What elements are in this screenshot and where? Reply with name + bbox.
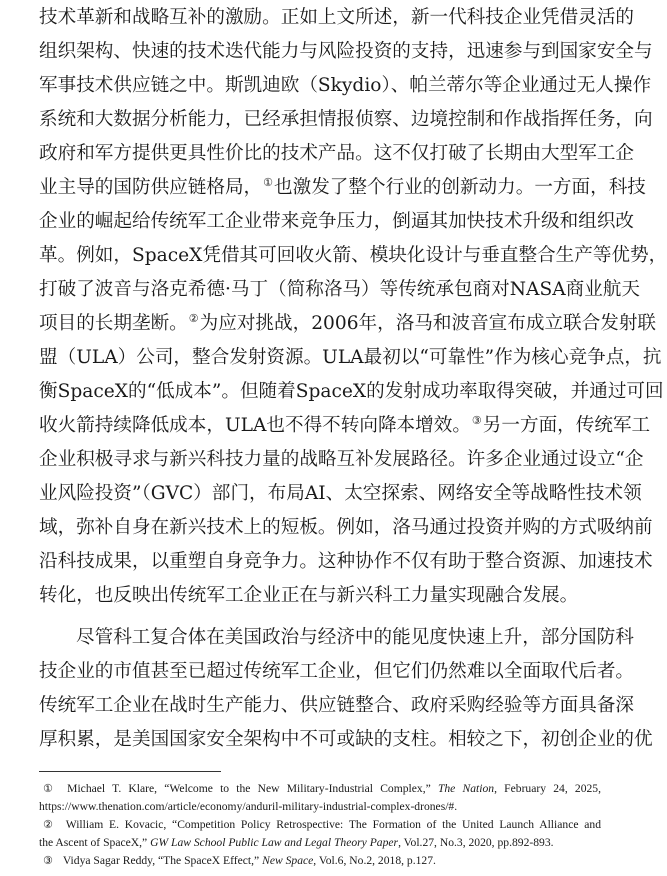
footnote-text: Vidya Sagar Reddy, “The SpaceX Effect,”	[62, 854, 263, 867]
body-line: 域，弥补自身在新兴技术上的短板。例如，洛马通过投资并购的方式吸纳前	[39, 517, 653, 538]
body-line: 业风险投资”（GVC）部门，布局AI、太空探索、网络安全等战略性技术领	[39, 483, 642, 504]
footnote-2	[39, 816, 601, 834]
footnote-text: , Vol.27, No.3, 2020, pp.892-893.	[398, 836, 554, 849]
body-line: 技企业的市值甚至已超过传统军工企业，但它们仍然难以全面取代后者。	[39, 661, 635, 682]
body-line: 系统和大数据分析能力，已经承担情报侦察、边境控制和作战指挥任务，向	[39, 109, 653, 130]
body-line: 衡SpaceX的“低成本”。但随着SpaceX的发射成功率取得突破，并通过可回	[39, 381, 664, 402]
body-line: 军事技术供应链之中。斯凯迪欧（Skydio）、帕兰蒂尔等企业通过无人操作	[39, 75, 652, 96]
body-text: 业主导的国防供应链格局，	[39, 177, 263, 198]
footnote-source: New Space	[262, 854, 314, 867]
body-line: 技术革新和战略互补的激励。正如上文所述，新一代科技企业凭借灵活的	[39, 7, 635, 28]
footnote-ref-1[interactable]: ①	[263, 176, 274, 189]
body-line: 尽管科工复合体在美国政治与经济中的能见度快速上升，部分国防科	[76, 627, 634, 648]
body-line: 革。例如，SpaceX凭借其可回收火箭、模块化设计与垂直整合生产等优势，	[39, 245, 667, 266]
body-line: 厚积累，是美国国家安全架构中不可或缺的支柱。相较之下，初创企业的优	[39, 729, 653, 750]
footnote-text: the Ascent of SpaceX,”	[39, 836, 151, 849]
body-line: 企业积极寻求与新兴科技力量的战略互补发展路径。许多企业通过设立“企	[39, 449, 644, 470]
footnote-1-url[interactable]: https://www.thenation.com/article/economy/anduril-military-industrial-complex-drones/#.	[39, 800, 458, 813]
body-text: 项目的长期垄断。	[39, 313, 188, 334]
footnote-2-cont	[39, 834, 601, 852]
footnote-text: William E. Kovacic, “Competition Policy Retrospective: The Formation of the United Launch Alliance and	[65, 818, 601, 831]
body-line: 企业的崛起给传统军工企业带来竞争压力，倒逼其加快技术升级和组织改	[39, 211, 635, 232]
footnote-ref-2[interactable]: ②	[188, 312, 199, 325]
body-text: 收火箭持续降低成本，ULA也不得不转向降本增效。	[39, 415, 471, 436]
body-line: 打破了波音与洛克希德·马丁（简称洛马）等传统承包商对NASA商业航天	[39, 279, 640, 300]
footnote-text: , February 24, 2025,	[494, 782, 601, 795]
footnote-divider	[39, 771, 221, 772]
footnote-number: ②	[43, 818, 56, 831]
footnote-text: Michael T. Klare, “Welcome to the New Military-Industrial Complex,”	[67, 782, 438, 795]
footnote-number: ①	[43, 782, 58, 795]
body-line: 盟（ULA）公司，整合发射资源。ULA最初以“可靠性”作为核心竞争点，抗	[39, 347, 662, 368]
footnote-source: GW Law School Public Law and Legal Theory Paper	[150, 836, 399, 849]
footnote-3	[39, 852, 601, 870]
body-line	[39, 171, 646, 205]
body-line	[39, 307, 657, 341]
footnote-1	[39, 780, 601, 798]
body-line: 转化，也反映出传统军工企业正在与新兴科工力量实现融合发展。	[39, 585, 579, 606]
body-line	[39, 409, 651, 443]
body-line: 沿科技成果，以重塑自身竞争力。这种协作不仅有助于整合资源、加速技术	[39, 551, 653, 572]
footnote-text: , Vol.6, No.2, 2018, p.127.	[313, 854, 436, 867]
body-text: 也激发了整个行业的创新动力。一方面，科技	[274, 177, 646, 198]
body-line: 传统军工企业在战时生产能力、供应链整合、政府采购经验等方面具备深	[39, 695, 635, 716]
footnote-source: The Nation	[437, 782, 495, 795]
body-line: 组织架构、快速的技术迭代能力与风险投资的支持，迅速参与到国家安全与	[39, 41, 653, 62]
body-text: 另一方面，传统军工	[482, 415, 651, 436]
body-text: 为应对挑战，2006年，洛马和波音宣布成立联合发射联	[199, 313, 657, 334]
body-line: 政府和军方提供更具性价比的技术产品。这不仅打破了长期由大型军工企	[39, 143, 635, 164]
footnote-ref-3[interactable]: ③	[471, 414, 482, 427]
footnote-number: ③	[43, 854, 53, 867]
